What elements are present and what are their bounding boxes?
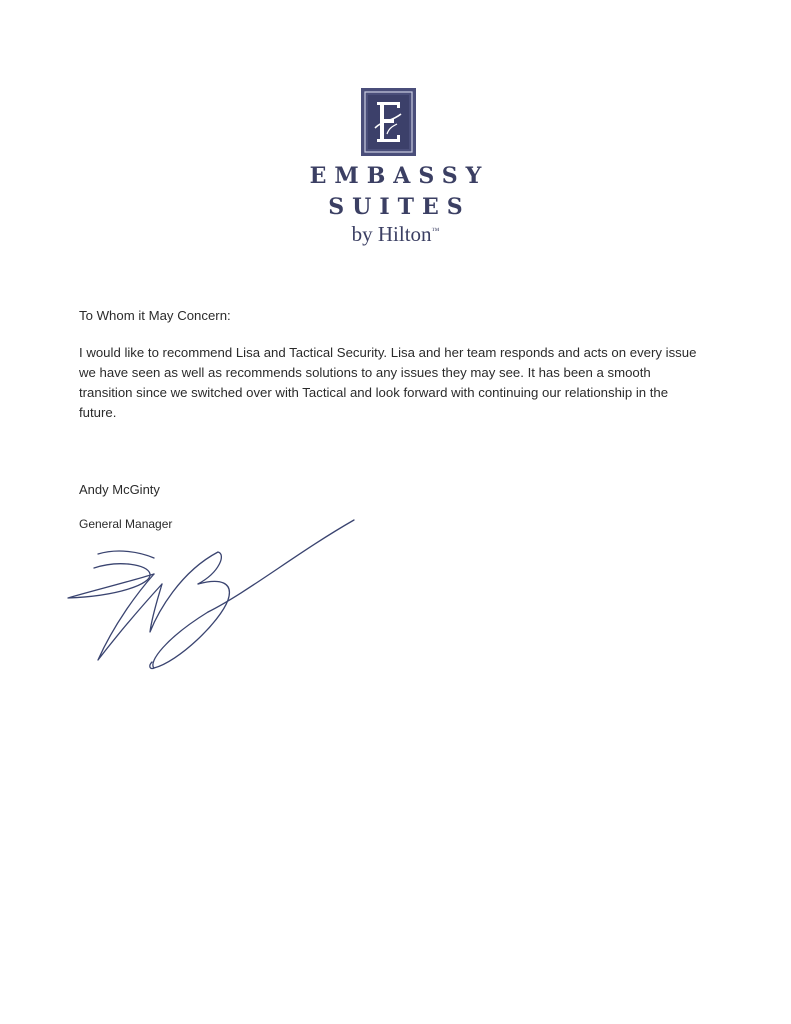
signer-name: Andy McGinty <box>79 482 160 497</box>
brand-name-embassy: EMBASSY <box>309 163 490 189</box>
brand-by-hilton-text: by Hilton <box>351 222 432 246</box>
trademark-symbol: ™ <box>431 226 440 235</box>
handwritten-signature-icon <box>58 512 368 682</box>
brand-by-hilton <box>0 222 791 247</box>
signer-title: General Manager <box>79 517 173 531</box>
embassy-suites-logo-icon <box>361 88 416 156</box>
salutation: To Whom it May Concern: <box>79 308 231 323</box>
brand-name-suites: SUITES <box>328 194 471 220</box>
letterhead <box>0 0 791 270</box>
recommendation-paragraph: I would like to recommend Lisa and Tactical Security. Lisa and her team responds and acts on every issue we have seen as well as recommends solutions to any issues they may see. It has been a smooth transition since we switched over with Tactical and look forward with continuing our relationship in the future. <box>79 345 697 420</box>
